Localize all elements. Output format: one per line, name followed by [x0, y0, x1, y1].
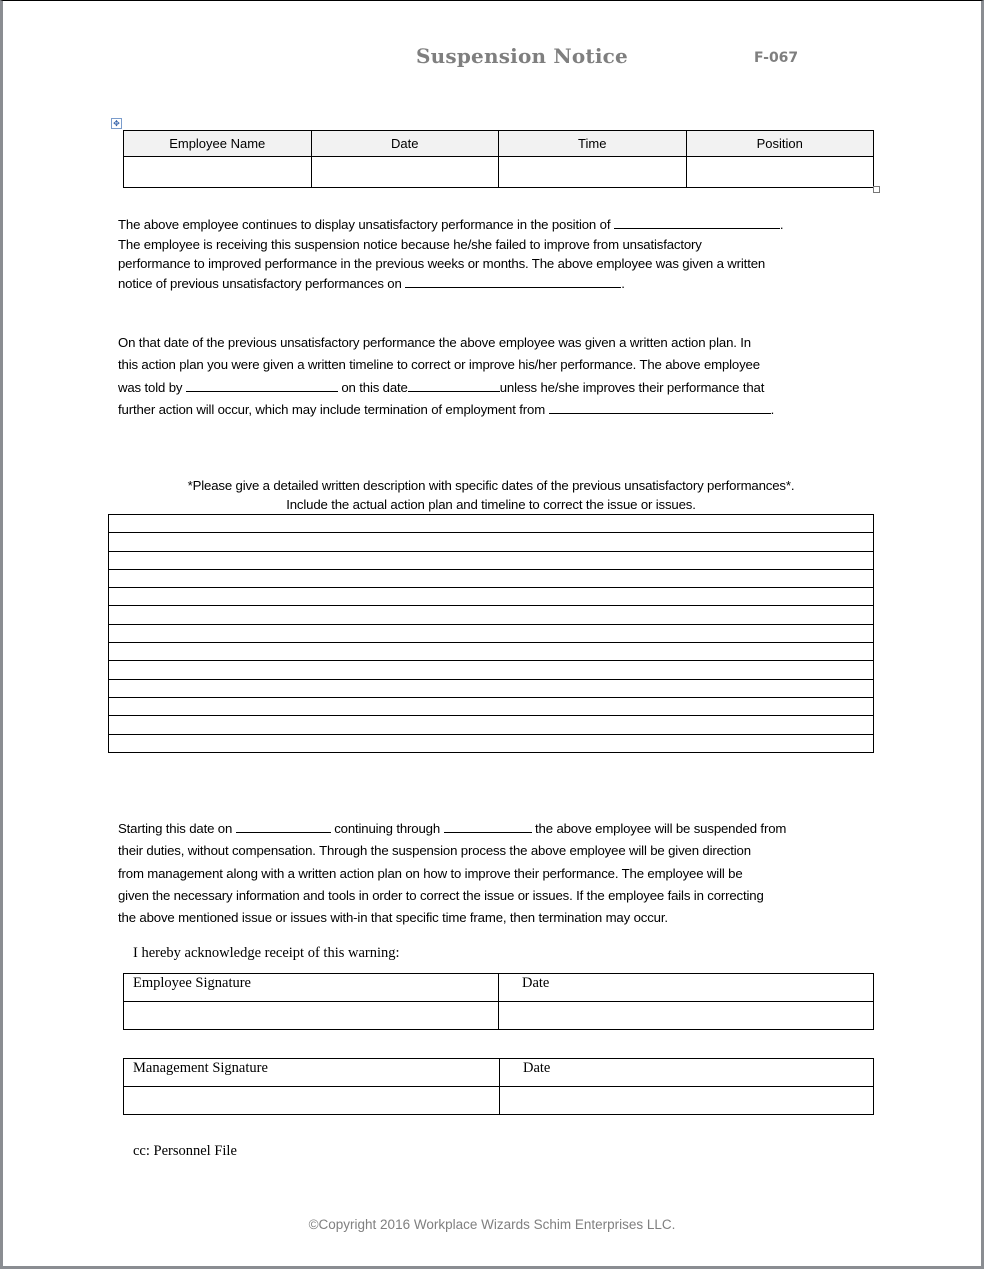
told-date-blank[interactable] — [408, 379, 500, 392]
told-by-blank[interactable] — [186, 379, 338, 392]
signature-header-row — [124, 974, 874, 1002]
text: On that date of the previous unsatisfactory performance the above employee was given a written action plan. In — [118, 335, 751, 350]
paragraph-action-plan — [118, 332, 868, 421]
employee-table-header-row — [124, 131, 874, 157]
text: . — [621, 276, 625, 292]
text: unless he/she improves their performance that — [499, 379, 765, 395]
description-line — [109, 551, 874, 569]
text: the above employee will be suspended from — [535, 821, 787, 836]
management-date-label: Date — [500, 1059, 874, 1087]
management-signature-date-field[interactable] — [500, 1087, 874, 1115]
text: the above mentioned issue or issues with-in that specific time frame, then termination may occur. — [118, 910, 668, 926]
management-signature-label: Management Signature — [124, 1059, 500, 1087]
description-line-field[interactable] — [109, 606, 874, 624]
previous-notice-date-blank[interactable] — [405, 275, 621, 288]
employee-table-input-row — [124, 157, 874, 188]
signature-input-row — [124, 1002, 874, 1030]
text: was told by — [118, 379, 183, 395]
text: Starting this date on — [118, 821, 233, 836]
description-line — [109, 624, 874, 642]
employee-signature-date-field[interactable] — [499, 1002, 874, 1030]
document-title: Suspension Notice — [416, 44, 628, 68]
employee-date-label: Date — [499, 974, 874, 1002]
description-lines-table — [108, 514, 874, 753]
text: on this date — [341, 379, 408, 395]
text: The employee is receiving this suspension notice because he/she failed to improve from unsatisfactory — [118, 236, 702, 252]
suspension-start-blank[interactable] — [236, 820, 331, 833]
description-line — [109, 588, 874, 606]
position-field[interactable] — [686, 157, 874, 188]
description-instruction-2: Include the actual action plan and timeline to correct the issue or issues. — [286, 497, 696, 512]
text: this action plan you were given a written timeline to correct or improve his/her performance. The above employee — [118, 357, 760, 373]
text: notice of previous unsatisfactory performances on — [118, 276, 402, 292]
employee-signature-label: Employee Signature — [124, 974, 499, 1002]
description-line-field[interactable] — [109, 716, 874, 734]
description-line — [109, 606, 874, 624]
description-line-field[interactable] — [109, 569, 874, 587]
text: given the necessary information and tools in order to correct the issue or issues. If the employee fails in correcting — [118, 887, 764, 903]
description-line — [109, 661, 874, 679]
text: further action will occur, which may include termination of employment from — [118, 401, 546, 417]
description-line — [109, 734, 874, 752]
description-line — [109, 533, 874, 551]
description-line — [109, 643, 874, 661]
table-resize-handle[interactable] — [873, 186, 880, 193]
description-line — [109, 515, 874, 533]
form-code: F-067 — [754, 50, 799, 66]
description-line-field[interactable] — [109, 624, 874, 642]
description-line-field[interactable] — [109, 533, 874, 551]
description-line — [109, 697, 874, 715]
copyright-notice: ©Copyright 2016 Workplace Wizards Schim Enterprises LLC. — [308, 1217, 676, 1232]
management-signature-field[interactable] — [124, 1087, 500, 1115]
text: their duties, without compensation. Through the suspension process the above employee will be given direction — [118, 843, 751, 859]
paragraph-suspension-terms — [118, 818, 868, 929]
signature-input-row — [124, 1087, 874, 1115]
description-line-field[interactable] — [109, 588, 874, 606]
text: . — [779, 217, 784, 232]
suspension-end-blank[interactable] — [444, 820, 532, 833]
text: The above employee continues to display unsatisfactory performance in the position of — [118, 217, 611, 232]
text: from management along with a written action plan on how to improve their performance. The employee will be — [118, 865, 743, 881]
description-line — [109, 716, 874, 734]
acknowledgement-text: I hereby acknowledge receipt of this warning: — [133, 945, 400, 961]
employee-signature-field[interactable] — [124, 1002, 499, 1030]
paragraph-unsatisfactory-performance — [118, 215, 868, 294]
management-signature-table — [123, 1058, 874, 1115]
description-line-field[interactable] — [109, 551, 874, 569]
description-line-field[interactable] — [109, 734, 874, 752]
header-position: Position — [686, 131, 874, 157]
position-blank[interactable] — [614, 216, 780, 229]
description-line-field[interactable] — [109, 515, 874, 533]
description-line-field[interactable] — [109, 697, 874, 715]
header-employee-name: Employee Name — [124, 131, 312, 157]
text: continuing through — [334, 821, 441, 836]
description-line-field[interactable] — [109, 679, 874, 697]
text: performance to improved performance in the previous weeks or months. The above employee was given a written — [118, 256, 766, 272]
description-line — [109, 679, 874, 697]
employee-name-field[interactable] — [124, 157, 312, 188]
description-instruction-1: *Please give a detailed written description with specific dates of the previous unsatisfactory performances*. — [187, 478, 795, 493]
time-field[interactable] — [499, 157, 687, 188]
date-field[interactable] — [311, 157, 499, 188]
text: . — [770, 401, 775, 417]
header-date: Date — [311, 131, 499, 157]
header-time: Time — [499, 131, 687, 157]
employment-from-blank[interactable] — [549, 401, 771, 414]
signature-header-row — [124, 1059, 874, 1087]
description-line — [109, 569, 874, 587]
description-line-field[interactable] — [109, 661, 874, 679]
table-move-handle-icon[interactable]: ✥ — [111, 118, 122, 129]
cc-note: cc: Personnel File — [133, 1143, 237, 1159]
employee-signature-table — [123, 973, 874, 1030]
description-line-field[interactable] — [109, 643, 874, 661]
employee-info-table — [123, 130, 874, 188]
